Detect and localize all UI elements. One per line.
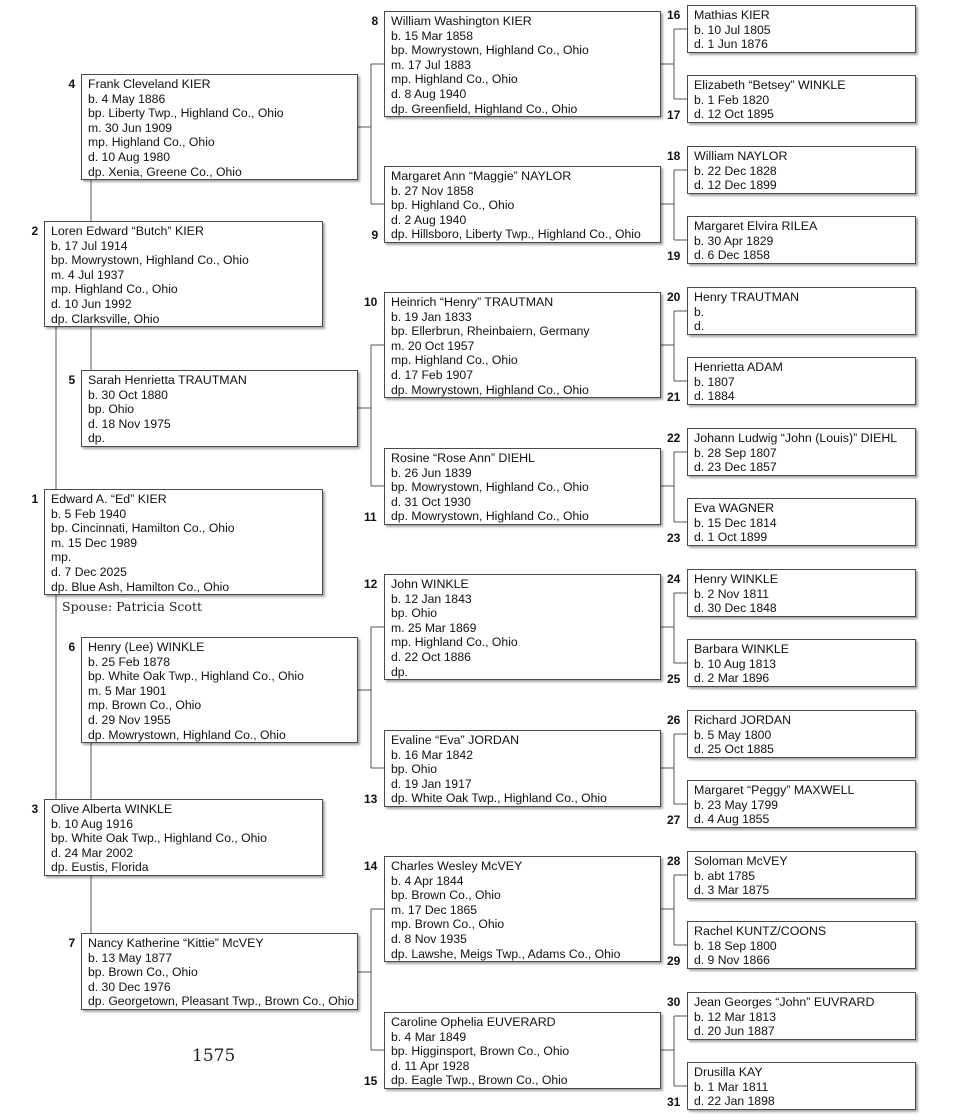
person-fact: d. 8 Aug 1940	[391, 86, 467, 101]
person-fact: mp. Brown Co., Ohio	[88, 698, 202, 713]
person-number-8: 8	[371, 14, 379, 28]
person-name: Eva WAGNER	[694, 501, 775, 515]
person-fact: bp. Liberty Twp., Highland Co., Ohio	[88, 106, 284, 121]
person-number-30: 30	[667, 995, 681, 1009]
person-fact: b. 23 May 1799	[694, 797, 779, 812]
person-name: Caroline Ophelia EUVERARD	[391, 1015, 556, 1029]
person-fact: bp. Highland Co., Ohio	[391, 198, 515, 213]
person-fact: bp. Higginsport, Brown Co., Ohio	[391, 1044, 570, 1059]
person-fact: d. 9 Nov 1866	[694, 953, 770, 968]
person-fact: b. 30 Apr 1829	[694, 233, 774, 248]
person-box-21	[687, 357, 916, 405]
person-number-22: 22	[667, 431, 681, 445]
person-number-3: 3	[31, 802, 39, 816]
person-number-19: 19	[667, 249, 681, 263]
person-fact: b. 1 Mar 1811	[694, 1079, 769, 1094]
person-box-11	[384, 448, 661, 525]
person-name: Johann Ludwig “John (Louis)” DIEHL	[694, 431, 898, 445]
person-fact: dp. Mowrystown, Highland Co., Ohio	[391, 509, 589, 524]
person-box-27	[687, 780, 916, 828]
person-number-1: 1	[31, 492, 39, 506]
person-name: Margaret Ann “Maggie” NAYLOR	[391, 169, 572, 183]
person-name: Nancy Katherine “Kittie” McVEY	[88, 936, 264, 950]
person-fact: b. 30 Oct 1880	[88, 387, 168, 402]
person-name: Evaline “Eva” JORDAN	[391, 733, 520, 747]
person-fact: b. 17 Jul 1914	[51, 238, 128, 253]
person-number-4: 4	[68, 77, 76, 91]
person-number-26: 26	[667, 713, 681, 727]
person-number-24: 24	[667, 572, 681, 586]
person-fact: b. 16 Mar 1842	[391, 747, 473, 762]
person-number-25: 25	[667, 672, 681, 686]
person-name: Sarah Henrietta TRAUTMAN	[88, 373, 247, 387]
person-number-13: 13	[364, 792, 378, 806]
person-number-17: 17	[667, 108, 681, 122]
person-fact: bp. Brown Co., Ohio	[88, 965, 198, 980]
person-fact: b. 22 Dec 1828	[694, 163, 777, 178]
person-fact: d. 6 Dec 1858	[694, 248, 770, 263]
person-number-23: 23	[667, 531, 681, 545]
person-fact: m. 30 Jun 1909	[88, 120, 173, 135]
person-name: Frank Cleveland KIER	[88, 77, 211, 91]
person-fact: d. 29 Nov 1955	[88, 712, 171, 727]
spouse-line: Spouse: Patricia Scott	[62, 599, 202, 614]
person-fact: mp. Highland Co., Ohio	[51, 282, 178, 297]
person-fact: d. 7 Dec 2025	[51, 564, 127, 579]
person-fact: dp. Eustis, Florida	[51, 860, 149, 875]
person-name: Margaret “Peggy” MAXWELL	[694, 783, 855, 797]
person-number-28: 28	[667, 854, 681, 868]
person-name: Henry (Lee) WINKLE	[88, 640, 205, 654]
person-fact: b. abt 1785	[694, 868, 755, 883]
person-fact: b. 26 Jun 1839	[391, 465, 472, 480]
person-box-5	[81, 370, 358, 447]
person-fact: bp. Mowrystown, Highland Co., Ohio	[391, 480, 589, 495]
person-box-20	[687, 287, 916, 335]
person-box-30	[687, 992, 916, 1040]
person-fact: b. 4 Apr 1844	[391, 873, 464, 888]
person-fact: m. 17 Dec 1865	[391, 902, 478, 917]
person-name: Charles Wesley McVEY	[391, 859, 523, 873]
person-number-15: 15	[364, 1074, 378, 1088]
person-name: Edward A. “Ed” KIER	[51, 492, 167, 506]
person-number-31: 31	[667, 1095, 681, 1109]
person-fact: m. 5 Mar 1901	[88, 683, 167, 698]
person-name: Henry WINKLE	[694, 572, 778, 586]
person-fact: d. 11 Apr 1928	[391, 1058, 470, 1073]
person-fact: dp. Lawshe, Meigs Twp., Adams Co., Ohio	[391, 946, 621, 961]
person-fact: b. 4 May 1886	[88, 91, 166, 106]
person-fact: mp. Highland Co., Ohio	[88, 135, 215, 150]
person-number-16: 16	[667, 8, 681, 22]
person-fact: bp. White Oak Twp., Highland Co., Ohio	[88, 669, 304, 684]
person-fact: mp. Brown Co., Ohio	[391, 917, 505, 932]
person-box-16	[687, 5, 916, 53]
person-fact: d. 24 Mar 2002	[51, 845, 133, 860]
person-box-15	[384, 1012, 661, 1089]
person-fact: mp.	[51, 550, 72, 565]
person-fact: m. 15 Dec 1989	[51, 535, 138, 550]
person-fact: d. 10 Jun 1992	[51, 296, 132, 311]
person-number-11: 11	[364, 510, 377, 524]
person-fact: b. 10 Jul 1805	[694, 22, 771, 37]
person-box-13	[384, 730, 661, 807]
person-fact: dp. Clarksville, Ohio	[51, 311, 160, 326]
person-name: Margaret Elvira RILEA	[694, 219, 818, 233]
person-box-26	[687, 710, 916, 758]
person-fact: d. 18 Nov 1975	[88, 416, 171, 431]
person-name: Soloman McVEY	[694, 854, 788, 868]
person-name: Richard JORDAN	[694, 713, 792, 727]
person-name: Olive Alberta WINKLE	[51, 802, 173, 816]
person-fact: b. 2 Nov 1811	[694, 586, 769, 601]
person-box-28	[687, 851, 916, 899]
person-box-9	[384, 166, 661, 243]
person-box-25	[687, 639, 916, 687]
person-box-12	[384, 574, 661, 680]
person-box-6	[81, 637, 358, 743]
person-box-31	[687, 1062, 916, 1110]
person-fact: d. 19 Jan 1917	[391, 776, 472, 791]
person-fact: d. 30 Dec 1848	[694, 601, 777, 616]
person-name: Jean Georges “John” EUVRARD	[694, 995, 875, 1009]
person-fact: b. 15 Mar 1858	[391, 28, 473, 43]
person-fact: d. 20 Jun 1887	[694, 1024, 775, 1039]
person-fact: d. 1 Jun 1876	[694, 37, 768, 52]
person-box-17	[687, 75, 916, 123]
person-fact: d. 1 Oct 1899	[694, 530, 768, 545]
person-fact: dp. Eagle Twp., Brown Co., Ohio	[391, 1073, 568, 1088]
person-fact: mp. Highland Co., Ohio	[391, 353, 518, 368]
person-fact: d. 30 Dec 1976	[88, 979, 171, 994]
person-fact: bp. Ohio	[88, 402, 135, 417]
person-box-23	[687, 498, 916, 546]
person-fact: b. 5 Feb 1940	[51, 506, 127, 521]
person-fact: b. 18 Sep 1800	[694, 938, 777, 953]
person-fact: d. 10 Aug 1980	[88, 149, 171, 164]
person-fact: d. 2 Aug 1940	[391, 212, 467, 227]
person-fact: dp. Mowrystown, Highland Co., Ohio	[391, 382, 589, 397]
person-fact: d. 2 Mar 1896	[694, 671, 770, 686]
person-number-12: 12	[364, 577, 378, 591]
person-fact: dp. Hillsboro, Liberty Twp., Highland Co., Ohio	[391, 227, 641, 242]
person-fact: b. 19 Jan 1833	[391, 309, 472, 324]
person-box-2	[44, 221, 323, 327]
person-fact: b. 10 Aug 1916	[51, 816, 134, 831]
person-number-7: 7	[68, 936, 76, 950]
person-fact: d. 31 Oct 1930	[391, 494, 471, 509]
person-fact: b. 10 Aug 1813	[694, 656, 777, 671]
person-fact: d.	[694, 319, 705, 334]
person-number-21: 21	[667, 390, 681, 404]
person-name: Barbara WINKLE	[694, 642, 790, 656]
person-box-29	[687, 921, 916, 969]
person-fact: m. 25 Mar 1869	[391, 620, 477, 635]
person-fact: bp. White Oak Twp., Highland Co., Ohio	[51, 831, 267, 846]
person-fact: bp. Ellerbrun, Rheinbaiern, Germany	[391, 324, 590, 339]
person-box-19	[687, 216, 916, 264]
person-number-2: 2	[31, 224, 39, 238]
person-fact: bp. Mowrystown, Highland Co., Ohio	[51, 253, 249, 268]
person-fact: dp. Blue Ash, Hamilton Co., Ohio	[51, 579, 230, 594]
person-box-7	[81, 933, 358, 1010]
person-box-14	[384, 856, 661, 962]
person-fact: bp. Cincinnati, Hamilton Co., Ohio	[51, 521, 235, 536]
person-box-10	[384, 292, 661, 398]
person-number-6: 6	[68, 640, 76, 654]
person-number-9: 9	[371, 228, 379, 242]
person-fact: dp. Georgetown, Pleasant Twp., Brown Co., Ohio	[88, 994, 355, 1009]
person-name: John WINKLE	[391, 577, 469, 591]
person-fact: b. 1 Feb 1820	[694, 92, 770, 107]
person-fact: b. 4 Mar 1849	[391, 1029, 467, 1044]
person-number-29: 29	[667, 954, 681, 968]
person-fact: d. 8 Nov 1935	[391, 931, 467, 946]
person-name: Rosine “Rose Ann” DIEHL	[391, 451, 535, 465]
person-fact: d. 4 Aug 1855	[694, 812, 770, 827]
person-fact: d. 12 Oct 1895	[694, 107, 774, 122]
person-fact: bp. Mowrystown, Highland Co., Ohio	[391, 43, 589, 58]
person-fact: bp. Ohio	[391, 762, 438, 777]
person-name: William Washington KIER	[391, 14, 532, 28]
person-fact: d. 17 Feb 1907	[391, 367, 473, 382]
person-fact: dp. Greenfield, Highland Co., Ohio	[391, 101, 578, 116]
person-number-14: 14	[364, 859, 378, 873]
person-fact: d. 22 Oct 1886	[391, 649, 471, 664]
person-fact: b. 27 Nov 1858	[391, 183, 474, 198]
person-name: Elizabeth “Betsey” WINKLE	[694, 78, 846, 92]
person-name: Henrietta ADAM	[694, 360, 783, 374]
person-name: Drusilla KAY	[694, 1065, 763, 1079]
person-name: William NAYLOR	[694, 149, 788, 163]
person-fact: b. 15 Dec 1814	[694, 515, 777, 530]
person-fact: b. 12 Mar 1813	[694, 1009, 776, 1024]
person-box-22	[687, 428, 916, 476]
person-fact: b. 1807	[694, 374, 735, 389]
person-fact: dp. Xenia, Greene Co., Ohio	[88, 164, 242, 179]
person-fact: b. 12 Jan 1843	[391, 591, 472, 606]
person-name: Rachel KUNTZ/COONS	[694, 924, 827, 938]
person-fact: b. 5 May 1800	[694, 727, 772, 742]
person-box-1	[44, 489, 323, 595]
person-box-8	[384, 11, 661, 117]
person-fact: m. 4 Jul 1937	[51, 267, 125, 282]
page-number: 1575	[192, 1046, 236, 1066]
person-name: Heinrich “Henry” TRAUTMAN	[391, 295, 554, 309]
person-fact: d. 12 Dec 1899	[694, 178, 777, 193]
person-fact: m. 20 Oct 1957	[391, 338, 475, 353]
person-number-18: 18	[667, 149, 681, 163]
person-fact: b. 28 Sep 1807	[694, 445, 777, 460]
person-fact: m. 17 Jul 1883	[391, 57, 471, 72]
person-fact: mp. Highland Co., Ohio	[391, 72, 518, 87]
person-fact: d. 25 Oct 1885	[694, 742, 774, 757]
person-fact: b. 13 May 1877	[88, 950, 173, 965]
person-name: Henry TRAUTMAN	[694, 290, 800, 304]
person-box-24	[687, 569, 916, 617]
person-fact: bp. Ohio	[391, 606, 438, 621]
person-fact: d. 3 Mar 1875	[694, 883, 770, 898]
person-number-20: 20	[667, 290, 681, 304]
person-fact: dp.	[391, 664, 408, 679]
person-name: Mathias KIER	[694, 8, 770, 22]
person-fact: d. 22 Jan 1898	[694, 1094, 775, 1109]
person-number-27: 27	[667, 813, 681, 827]
person-fact: b. 25 Feb 1878	[88, 654, 170, 669]
person-fact: d. 1884	[694, 389, 735, 404]
person-box-18	[687, 146, 916, 194]
person-fact: dp. White Oak Twp., Highland Co., Ohio	[391, 791, 607, 806]
person-fact: d. 23 Dec 1857	[694, 460, 777, 475]
person-fact: bp. Brown Co., Ohio	[391, 888, 501, 903]
person-number-10: 10	[364, 295, 378, 309]
person-box-3	[44, 799, 323, 876]
person-fact: dp. Mowrystown, Highland Co., Ohio	[88, 727, 286, 742]
person-number-5: 5	[68, 373, 76, 387]
person-fact: mp. Highland Co., Ohio	[391, 635, 518, 650]
person-box-4	[81, 74, 358, 180]
person-fact: b.	[694, 304, 705, 319]
person-name: Loren Edward “Butch” KIER	[51, 224, 204, 238]
person-fact: dp.	[88, 431, 105, 446]
